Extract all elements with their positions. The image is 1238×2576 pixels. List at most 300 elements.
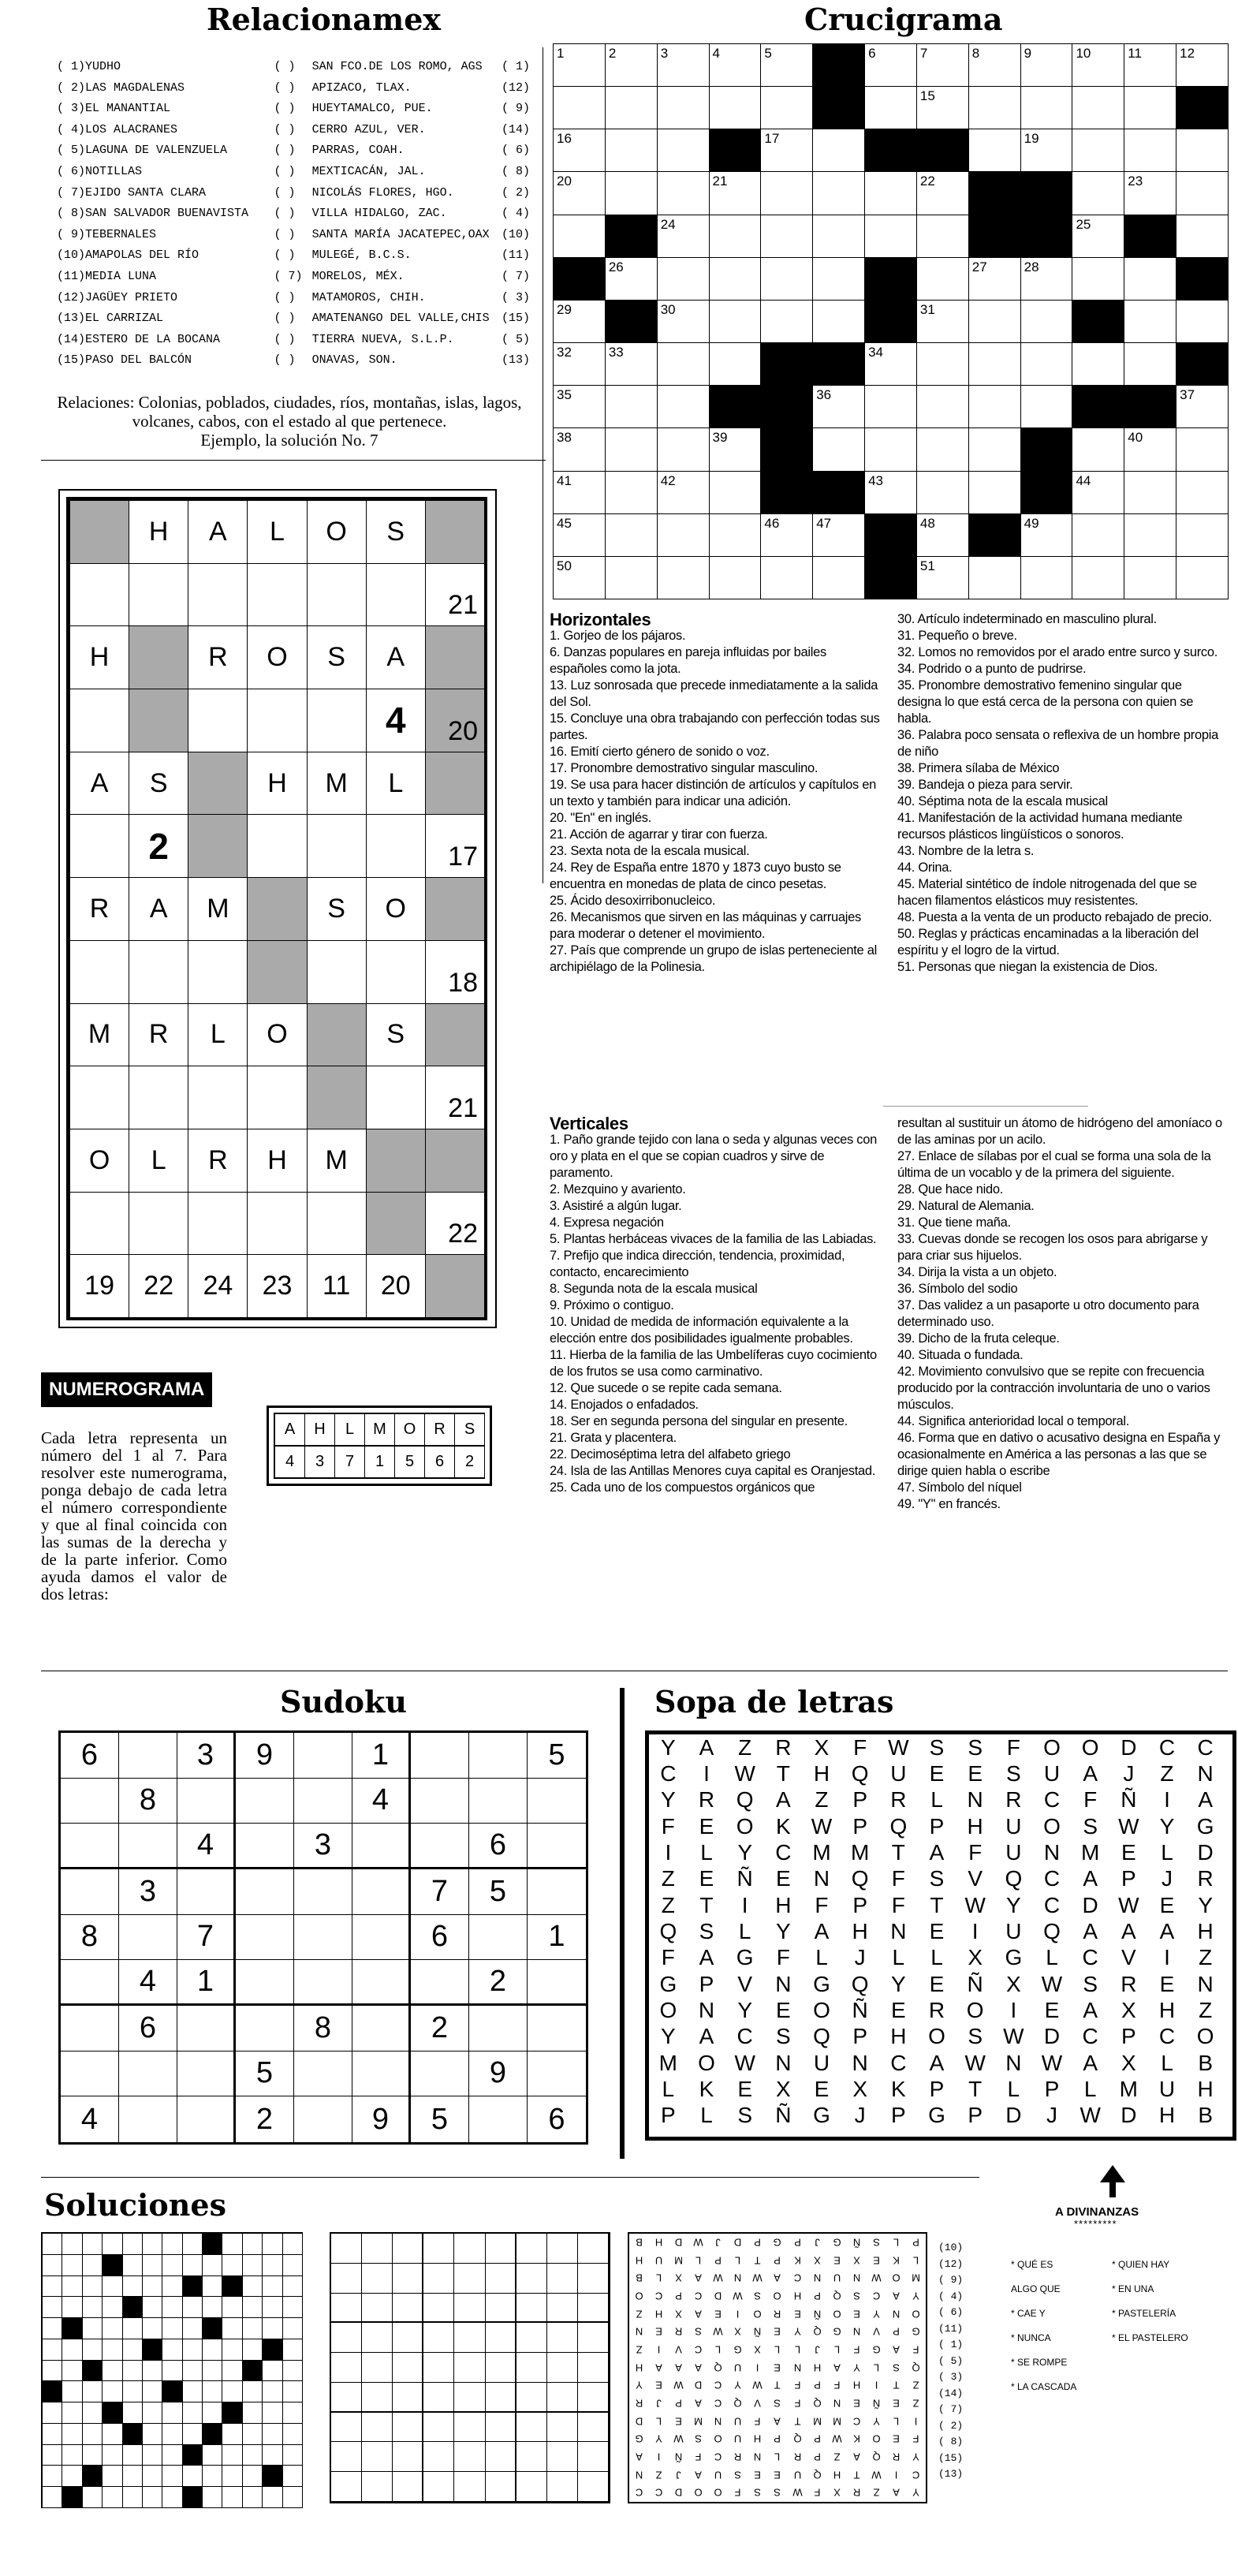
crossword-cell[interactable] [812,215,865,258]
crossword-cell[interactable] [1072,129,1124,172]
sopa-letter[interactable]: F [661,1945,675,1970]
sudoku-grid[interactable] [58,1730,588,2145]
numerograma-cell[interactable] [129,1066,188,1129]
sopa-letter[interactable]: Z [815,1787,829,1813]
crossword-cell[interactable] [812,513,865,557]
crossword-grid[interactable] [553,43,1228,599]
sopa-letter[interactable]: C [1082,1945,1098,1970]
sudoku-cell[interactable] [177,2051,236,2097]
crossword-cell[interactable] [605,86,658,129]
crossword-cell[interactable] [1072,471,1124,514]
sopa-letter[interactable]: K [890,2076,906,2101]
crossword-cell[interactable] [1072,427,1124,471]
crossword-cell[interactable] [864,43,917,87]
crossword-cell[interactable] [864,342,917,386]
sopa-letter[interactable]: F [891,1866,905,1891]
sopa-letter[interactable]: F [968,1839,983,1865]
sopa-letter[interactable]: F [815,1892,829,1917]
numerograma-cell[interactable] [129,563,188,627]
crossword-cell[interactable] [864,215,917,258]
crossword-cell[interactable] [1072,86,1124,129]
sopa-letter[interactable]: Ñ [852,1997,868,2022]
crossword-cell[interactable] [916,471,969,514]
sopa-letter[interactable]: T [891,1839,905,1865]
sopa-letter[interactable]: J [1046,2103,1057,2128]
sopa-letter[interactable]: K [699,2076,714,2101]
sopa-letter[interactable]: P [852,1892,867,1917]
sopa-letter[interactable]: L [1046,1945,1058,1970]
crossword-cell[interactable] [657,257,710,301]
sudoku-cell[interactable] [294,2051,352,2097]
crossword-cell[interactable] [968,43,1021,87]
crossword-cell[interactable] [709,43,762,87]
crossword-cell[interactable] [968,427,1021,471]
sopa-letter[interactable]: S [929,1866,945,1891]
sopa-letter[interactable]: Q [813,2024,830,2049]
sopa-letter[interactable]: P [890,2103,906,2128]
sopa-letter[interactable]: G [1196,1813,1214,1839]
sopa-letter[interactable]: T [968,2076,983,2101]
relacion-answer[interactable]: ( ) [274,353,296,368]
sopa-letter[interactable]: Q [851,1760,869,1786]
sopa-letter[interactable]: Y [660,1734,676,1760]
sudoku-cell[interactable] [177,1869,236,1915]
sopa-letter[interactable]: P [852,1813,867,1839]
sopa-letter[interactable]: L [930,1787,943,1813]
sopa-letter[interactable]: L [1083,2076,1097,2101]
sopa-letter[interactable]: H [813,1760,830,1786]
sopa-letter[interactable]: N [890,1918,907,1943]
numerograma-cell[interactable] [307,689,367,752]
sopa-letter[interactable]: Y [660,2024,676,2049]
relacion-answer[interactable]: ( ) [274,80,296,95]
sudoku-cell[interactable] [236,2006,294,2051]
crossword-cell[interactable] [1020,43,1073,87]
sopa-letter[interactable]: G [813,2103,830,2128]
sudoku-cell[interactable] [352,1960,411,2006]
crossword-cell[interactable] [605,556,658,599]
sopa-letter[interactable]: A [699,1945,714,1970]
sopa-letter[interactable]: S [929,1734,945,1760]
sudoku-cell[interactable] [528,1779,586,1824]
sopa-letter[interactable]: R [775,1734,792,1760]
sudoku-cell[interactable] [294,1915,352,1961]
sopa-letter[interactable]: Z [661,1892,675,1917]
sopa-letter[interactable]: I [971,1918,979,1943]
crossword-cell[interactable] [553,86,606,129]
crossword-cell[interactable] [1072,215,1124,258]
crossword-cell[interactable] [605,342,658,386]
sopa-letter[interactable]: C [1043,1892,1061,1917]
crossword-cell[interactable] [1124,129,1176,172]
sudoku-cell[interactable] [469,2006,528,2051]
sudoku-cell[interactable] [528,2051,586,2097]
crossword-cell[interactable] [760,513,813,557]
numerograma-cell[interactable] [247,1066,307,1129]
sopa-letter[interactable]: H [1158,2103,1176,2128]
numerograma-cell[interactable] [366,814,426,878]
crossword-cell[interactable] [864,427,917,471]
numerograma-cell[interactable] [188,1192,248,1256]
crossword-cell[interactable] [1176,556,1229,599]
crossword-cell[interactable] [760,171,813,215]
sopa-letter[interactable]: N [1043,1839,1061,1865]
sopa-letter[interactable]: N [698,1997,715,2022]
sopa-letter[interactable]: P [852,1787,867,1813]
crossword-cell[interactable] [968,385,1021,428]
crossword-cell[interactable] [553,342,606,386]
sopa-letter[interactable]: J [1161,1866,1173,1891]
sopa-letter[interactable]: E [1044,1997,1060,2022]
sopa-letter[interactable]: M [812,1839,831,1865]
crossword-cell[interactable] [916,513,969,557]
crossword-cell[interactable] [812,129,865,172]
crossword-cell[interactable] [1124,43,1176,87]
crossword-cell[interactable] [553,171,606,215]
sopa-letter[interactable]: Ñ [775,2103,792,2128]
crossword-cell[interactable] [1020,129,1073,172]
sopa-letter[interactable]: C [775,1839,792,1865]
crossword-cell[interactable] [657,171,710,215]
sopa-letter[interactable]: H [1158,1997,1176,2022]
crossword-cell[interactable] [1020,86,1073,129]
relacion-answer[interactable]: ( ) [274,312,296,326]
sopa-letter[interactable]: F [891,1892,905,1917]
crossword-cell[interactable] [760,43,813,87]
sopa-letter[interactable]: T [699,1892,714,1917]
relacion-answer[interactable]: ( ) [274,207,296,221]
crossword-cell[interactable] [760,129,813,172]
relacion-answer[interactable]: ( 7) [274,269,303,283]
crossword-cell[interactable] [1020,300,1073,343]
crossword-cell[interactable] [1072,43,1124,87]
crossword-cell[interactable] [553,129,606,172]
sopa-letter[interactable]: E [890,1997,906,2022]
sopa-letter[interactable]: E [1121,1839,1136,1865]
crossword-cell[interactable] [657,342,710,386]
sudoku-cell[interactable] [177,2096,236,2142]
sopa-letter[interactable]: A [814,1918,830,1943]
crossword-cell[interactable] [1176,300,1229,343]
sopa-letter[interactable]: F [1083,1787,1098,1813]
sopa-letter[interactable]: Q [851,1971,869,1996]
sopa-letter[interactable]: P [929,1813,945,1839]
numerograma-cell[interactable] [129,1192,188,1256]
sopa-letter[interactable]: C [1158,1734,1176,1760]
crossword-cell[interactable] [605,171,658,215]
sopa-letter[interactable]: Y [1005,1892,1021,1917]
crossword-cell[interactable] [709,556,762,599]
crossword-cell[interactable] [657,513,710,557]
crossword-cell[interactable] [605,471,658,514]
sopa-letter[interactable]: J [854,1945,866,1970]
crossword-cell[interactable] [657,129,710,172]
crossword-cell[interactable] [812,257,865,301]
sopa-letter[interactable]: Y [737,1839,752,1865]
sopa-letter[interactable]: N [852,2050,868,2075]
sopa-letter[interactable]: X [1121,1997,1136,2022]
sopa-letter[interactable]: H [890,2024,907,2049]
sopa-letter[interactable]: S [775,2024,791,2049]
sudoku-cell[interactable] [469,1733,528,1779]
crossword-cell[interactable] [864,171,917,215]
sopa-letter[interactable]: I [1164,1945,1170,1970]
sudoku-cell[interactable] [528,1960,586,2006]
sopa-letter[interactable]: L [700,1839,713,1865]
sopa-letter[interactable]: N [775,1971,792,1996]
sudoku-cell[interactable] [411,1960,469,2006]
numerograma-cell[interactable] [188,689,248,752]
crossword-cell[interactable] [1020,513,1073,557]
sopa-letter[interactable]: O [966,1997,984,2022]
sopa-letter[interactable]: S [1083,1813,1098,1839]
sopa-letter[interactable]: W [734,2050,755,2075]
relacion-answer[interactable]: ( ) [274,164,296,178]
sudoku-cell[interactable] [61,1869,119,1915]
sopa-letter[interactable]: W [1080,2103,1101,2128]
sopa-letter[interactable]: U [1158,2076,1176,2101]
sopa-letter[interactable]: X [1005,1971,1021,1996]
sopa-letter[interactable]: Q [736,1787,754,1813]
crossword-cell[interactable] [1072,342,1124,386]
numerograma-cell[interactable] [69,1066,129,1129]
crossword-cell[interactable] [916,43,969,87]
crossword-cell[interactable] [1124,513,1176,557]
sopa-letter[interactable]: L [1161,1839,1173,1865]
sopa-letter[interactable]: Y [737,1997,752,2022]
sopa-letter[interactable]: V [968,1866,983,1891]
sopa-letter[interactable]: V [737,1971,752,1996]
crossword-cell[interactable] [968,342,1021,386]
sopa-letter[interactable]: O [1043,1813,1061,1839]
crossword-cell[interactable] [1176,129,1229,172]
crossword-cell[interactable] [1124,556,1176,599]
relacion-answer[interactable]: ( ) [274,60,296,73]
crossword-cell[interactable] [553,427,606,471]
crossword-cell[interactable] [968,300,1021,343]
numerograma-cell[interactable] [366,940,426,1004]
numerograma-cell[interactable] [307,814,367,878]
sopa-letter[interactable]: E [699,1866,714,1891]
numerograma-cell[interactable] [307,940,367,1004]
sopa-letter[interactable]: E [775,1997,791,2022]
sopa-letter[interactable]: P [1121,2024,1136,2049]
sopa-letter[interactable]: C [1158,2024,1176,2049]
crossword-cell[interactable] [968,556,1021,599]
sopa-letter[interactable]: W [734,1760,755,1786]
sopa-letter[interactable]: A [699,1734,714,1760]
crossword-cell[interactable] [553,513,606,557]
sopa-letter[interactable]: Z [1199,1997,1213,2022]
sudoku-cell[interactable] [411,1824,469,1869]
sopa-letter[interactable]: S [1005,1760,1021,1786]
sopa-letter[interactable]: Q [659,1918,677,1943]
sopa-letter[interactable]: E [814,2076,830,2101]
sudoku-cell[interactable] [236,1915,294,1961]
crossword-cell[interactable] [709,86,762,129]
sopa-letter[interactable]: L [738,1918,751,1943]
sudoku-cell[interactable] [528,1869,586,1915]
sopa-letter[interactable]: E [737,2076,752,2101]
sudoku-cell[interactable] [352,1824,411,1869]
sopa-letter[interactable]: P [699,1971,714,1996]
relacion-answer[interactable]: ( ) [274,144,296,158]
sopa-letter[interactable]: G [659,1971,677,1996]
sopa-letter[interactable]: G [1005,1945,1023,1970]
sopa-letter[interactable]: Ñ [1121,1787,1137,1813]
sopa-letter[interactable]: E [1159,1971,1175,1996]
crossword-cell[interactable] [968,257,1021,301]
sudoku-cell[interactable] [411,2051,469,2097]
sopa-letter[interactable]: P [929,2076,945,2101]
sopa-letter[interactable]: Ñ [736,1866,753,1891]
sudoku-cell[interactable] [469,2096,528,2142]
crossword-cell[interactable] [916,556,969,599]
numerograma-cell[interactable] [69,940,129,1004]
sopa-letter[interactable]: N [1005,2050,1022,2075]
sudoku-cell[interactable] [411,1733,469,1779]
sudoku-cell[interactable] [411,1779,469,1824]
sopa-letter[interactable]: Y [1198,1892,1213,1917]
numerograma-cell[interactable] [69,689,129,752]
crossword-cell[interactable] [916,215,969,258]
sopa-letter[interactable]: R [890,1787,907,1813]
sudoku-cell[interactable] [528,1824,586,1869]
crossword-cell[interactable] [657,471,710,514]
crossword-cell[interactable] [916,342,969,386]
sopa-letter[interactable]: O [1043,1734,1061,1760]
sopa-letter[interactable]: O [736,1813,754,1839]
sudoku-cell[interactable] [469,1779,528,1824]
crossword-cell[interactable] [657,43,710,87]
relacion-answer[interactable]: ( ) [274,332,296,346]
sopa-letter[interactable]: K [775,1813,791,1839]
crossword-cell[interactable] [1124,342,1176,386]
crossword-cell[interactable] [812,385,865,428]
sopa-letter[interactable]: O [1196,2024,1214,2049]
sopa-letter[interactable]: P [660,2103,676,2128]
sopa-letter[interactable]: C [736,2024,753,2049]
crossword-cell[interactable] [1124,257,1176,301]
crossword-cell[interactable] [1176,427,1229,471]
crossword-cell[interactable] [605,427,658,471]
sopa-letter[interactable]: O [1081,1734,1099,1760]
crossword-cell[interactable] [1020,257,1073,301]
sudoku-cell[interactable] [119,2051,177,2097]
crossword-cell[interactable] [709,471,762,514]
crossword-cell[interactable] [1072,257,1124,301]
sopa-letter[interactable]: D [1121,2103,1137,2128]
sopa-letter[interactable]: F [853,1734,867,1760]
sopa-letter[interactable]: A [1083,1866,1098,1891]
sopa-letter[interactable]: W [1041,2050,1063,2075]
crossword-cell[interactable] [1176,171,1229,215]
crossword-cell[interactable] [1124,300,1176,343]
sopa-letter[interactable]: R [928,1997,945,2022]
crossword-cell[interactable] [657,385,710,428]
sopa-letter[interactable]: Z [738,1734,752,1760]
crossword-cell[interactable] [1124,86,1176,129]
crossword-cell[interactable] [553,43,606,87]
sopa-letter[interactable]: M [850,1839,870,1865]
crossword-cell[interactable] [760,300,813,343]
sopa-letter[interactable]: E [929,1760,945,1786]
numerograma-cell[interactable] [247,814,307,878]
sudoku-cell[interactable] [61,2006,119,2051]
sopa-letter[interactable]: C [660,1760,677,1786]
crossword-cell[interactable] [1124,471,1176,514]
crossword-cell[interactable] [709,342,762,386]
sopa-letter[interactable]: S [737,2103,752,2128]
sopa-letter[interactable]: M [1080,1839,1100,1865]
sopa-letter[interactable]: A [1083,1997,1098,2022]
crossword-cell[interactable] [709,513,762,557]
sopa-letter[interactable]: S [968,1734,983,1760]
sopa-letter[interactable]: Ñ [967,1971,983,1996]
numerograma-cell[interactable] [69,1192,129,1256]
relacion-answer[interactable]: ( ) [274,185,296,200]
sopa-letter[interactable]: G [928,2103,945,2128]
sopa-letter[interactable]: Q [851,1866,869,1891]
sopa-letter[interactable]: C [1082,2024,1098,2049]
sopa-letter[interactable]: Y [775,1918,791,1943]
sopa-letter[interactable]: X [852,2076,867,2101]
sudoku-cell[interactable] [236,1869,294,1915]
crossword-cell[interactable] [605,257,658,301]
relacion-answer[interactable]: ( ) [274,122,296,136]
sudoku-cell[interactable] [469,1915,528,1961]
sopa-letter[interactable]: C [1197,1734,1214,1760]
sudoku-cell[interactable] [119,1915,177,1961]
sopa-letter[interactable]: X [814,1734,830,1760]
crossword-cell[interactable] [812,300,865,343]
sopa-letter[interactable]: A [1159,1918,1175,1943]
crossword-cell[interactable] [553,385,606,428]
sopa-letter[interactable]: W [811,1813,833,1839]
crossword-cell[interactable] [1176,43,1229,87]
sopa-letter[interactable]: A [1083,1918,1098,1943]
sopa-letter[interactable]: B [1198,2103,1213,2128]
crossword-cell[interactable] [812,427,865,471]
crossword-cell[interactable] [709,215,762,258]
sopa-letter[interactable]: Z [1199,1945,1213,1970]
sopa-letter[interactable]: W [1003,2024,1024,2049]
sopa-letter[interactable]: P [852,2024,867,2049]
sopa-letter[interactable]: S [699,1918,714,1943]
sopa-letter[interactable]: P [1044,2076,1060,2101]
sopa-letter[interactable]: F [1006,1734,1020,1760]
crossword-cell[interactable] [864,385,917,428]
sudoku-cell[interactable] [294,2096,352,2142]
crossword-cell[interactable] [1176,215,1229,258]
sopa-letter[interactable]: L [930,1945,943,1970]
sopa-letter[interactable]: N [1197,1971,1214,1996]
crossword-cell[interactable] [916,300,969,343]
sopa-letter[interactable]: R [1005,1787,1022,1813]
sudoku-cell[interactable] [352,1915,411,1961]
sopa-letter[interactable]: D [1005,2103,1022,2128]
sopa-letter[interactable]: Z [1160,1760,1174,1786]
sopa-letter[interactable]: B [1198,2050,1213,2075]
sopa-letter[interactable]: O [928,2024,945,2049]
crossword-cell[interactable] [657,427,710,471]
numerograma-grid[interactable] [66,497,487,1320]
sopa-letter[interactable]: S [1083,1971,1098,1996]
sopa-letter[interactable]: E [699,1813,714,1839]
sopa-letter[interactable]: D [1121,1734,1137,1760]
crossword-cell[interactable] [812,556,865,599]
sopa-letter[interactable]: N [775,2050,792,2075]
